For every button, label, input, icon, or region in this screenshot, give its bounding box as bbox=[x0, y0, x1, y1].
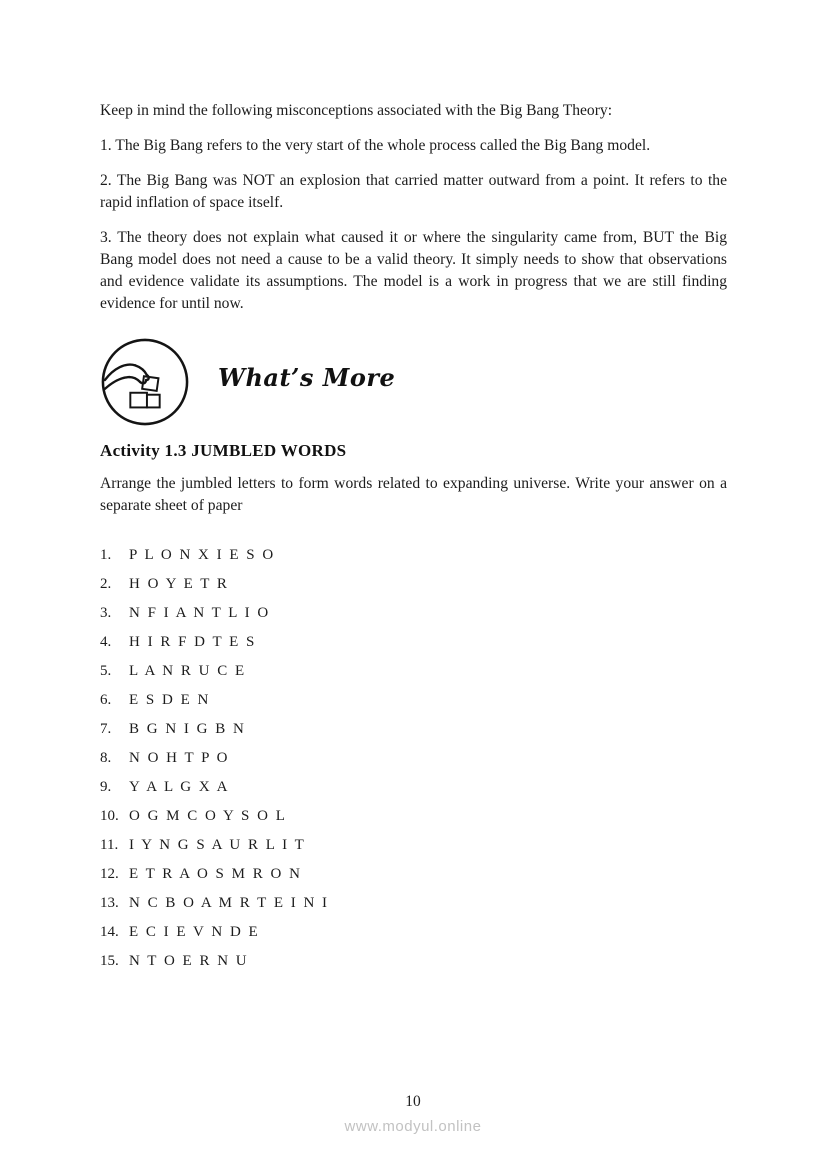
activity-instructions: Arrange the jumbled letters to form words related to expanding universe. Write your answer on a separate sheet of paper bbox=[100, 475, 727, 514]
item-number: 3. bbox=[100, 605, 112, 621]
jumbled-words-list bbox=[100, 541, 727, 976]
item-number: 4. bbox=[100, 634, 112, 650]
list-item bbox=[100, 831, 727, 860]
item-letters: B G N I G B N bbox=[129, 721, 246, 737]
list-item bbox=[100, 947, 727, 976]
page-number: 10 bbox=[405, 1093, 421, 1110]
list-item bbox=[100, 686, 727, 715]
item-number: 13. bbox=[100, 895, 119, 911]
activity-title: Activity 1.3 JUMBLED WORDS bbox=[100, 441, 347, 460]
list-item bbox=[100, 599, 727, 628]
item-number: 8. bbox=[100, 750, 112, 766]
item-number: 15. bbox=[100, 953, 119, 969]
item-letters: H I R F D T E S bbox=[129, 634, 257, 650]
item-number: 6. bbox=[100, 692, 112, 708]
list-item bbox=[100, 918, 727, 947]
whats-more-section-header bbox=[100, 337, 727, 427]
section-title: What’s More bbox=[218, 362, 396, 392]
item-letters: E C I E V N D E bbox=[129, 924, 260, 940]
item-letters: N F I A N T L I O bbox=[129, 605, 271, 621]
list-item bbox=[100, 802, 727, 831]
list-item bbox=[100, 860, 727, 889]
item-letters: Y A L G X A bbox=[129, 779, 230, 795]
item-letters: N T O E R N U bbox=[129, 953, 249, 969]
item-letters: O G M C O Y S O L bbox=[129, 808, 287, 824]
hand-stacking-blocks-icon bbox=[100, 337, 190, 427]
item-letters: P L O N X I E S O bbox=[129, 547, 276, 563]
item-letters: E T R A O S M R O N bbox=[129, 866, 302, 882]
item-number: 7. bbox=[100, 721, 112, 737]
item-letters: L A N R U C E bbox=[129, 663, 247, 679]
list-item bbox=[100, 889, 727, 918]
misconception-3: 3. The theory does not explain what caused it or where the singularity came from, BUT the Big Bang model does not need a cause to be a valid theory. It simply needs to show that observations and evidence validate its assumptions. The model is a work in progress that we are still finding evidence for until now. bbox=[100, 229, 727, 312]
item-letters: I Y N G S A U R L I T bbox=[129, 837, 306, 853]
watermark: www.modyul.online bbox=[344, 1118, 482, 1135]
item-letters: H O Y E T R bbox=[129, 576, 229, 592]
item-number: 2. bbox=[100, 576, 112, 592]
item-number: 14. bbox=[100, 924, 119, 940]
item-letters: N O H T P O bbox=[129, 750, 230, 766]
misconception-2: 2. The Big Bang was NOT an explosion that carried matter outward from a point. It refers to the rapid inflation of space itself. bbox=[100, 172, 727, 211]
misconception-1: 1. The Big Bang refers to the very start of the whole process called the Big Bang model. bbox=[100, 137, 651, 154]
item-letters: E S D E N bbox=[129, 692, 211, 708]
item-number: 5. bbox=[100, 663, 112, 679]
item-number: 12. bbox=[100, 866, 119, 882]
list-item bbox=[100, 541, 727, 570]
item-number: 10. bbox=[100, 808, 119, 824]
item-number: 9. bbox=[100, 779, 112, 795]
list-item bbox=[100, 744, 727, 773]
item-letters: N C B O A M R T E I N I bbox=[129, 895, 330, 911]
list-item bbox=[100, 715, 727, 744]
list-item bbox=[100, 657, 727, 686]
item-number: 11. bbox=[100, 837, 119, 853]
list-item bbox=[100, 773, 727, 802]
intro-paragraph: Keep in mind the following misconceptions associated with the Big Bang Theory: bbox=[100, 102, 613, 119]
list-item bbox=[100, 628, 727, 657]
item-number: 1. bbox=[100, 547, 112, 563]
list-item bbox=[100, 570, 727, 599]
